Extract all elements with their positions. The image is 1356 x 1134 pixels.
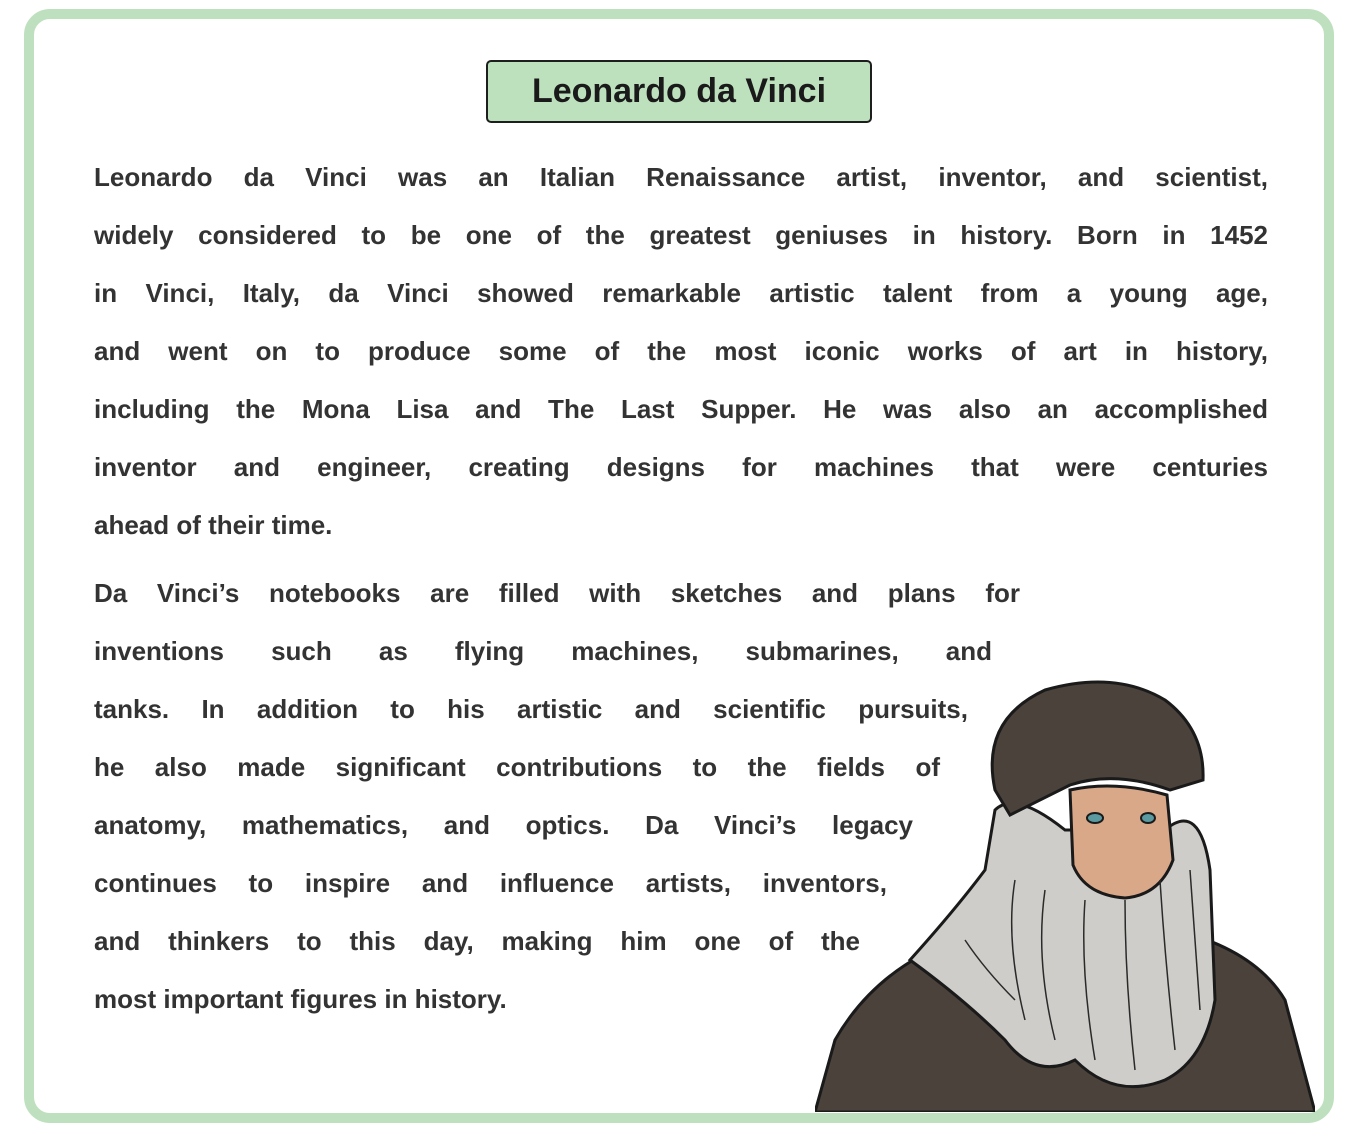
text-line: ahead of their time. [94, 510, 333, 540]
leonardo-portrait-illustration [815, 640, 1315, 1112]
text-line: most important figures in history. [94, 984, 507, 1014]
page-title: Leonardo da Vinci [486, 60, 872, 123]
text-line: he also made significant contributions to the fields of [94, 752, 940, 782]
text-line: including the Mona Lisa and The Last Supper. He was also an accomplished [94, 394, 1268, 424]
text-line: inventor and engineer, creating designs for machines that were centuries [94, 452, 1268, 482]
text-line: and thinkers to this day, making him one of the [94, 926, 860, 956]
text-line: inventions such as flying machines, submarines, and [94, 636, 992, 666]
text-line: tanks. In addition to his artistic and scientific pursuits, [94, 694, 968, 724]
text-line: anatomy, mathematics, and optics. Da Vinci’s legacy [94, 810, 913, 840]
text-line: and went on to produce some of the most iconic works of art in history, [94, 336, 1268, 366]
text-line: Da Vinci’s notebooks are filled with sketches and plans for [94, 578, 1020, 608]
text-line: Leonardo da Vinci was an Italian Renaissance artist, inventor, and scientist, [94, 162, 1268, 192]
text-line: widely considered to be one of the greatest geniuses in history. Born in 1452 [94, 220, 1268, 250]
text-line: in Vinci, Italy, da Vinci showed remarkable artistic talent from a young age, [94, 278, 1268, 308]
text-line: continues to inspire and influence artists, inventors, [94, 868, 887, 898]
